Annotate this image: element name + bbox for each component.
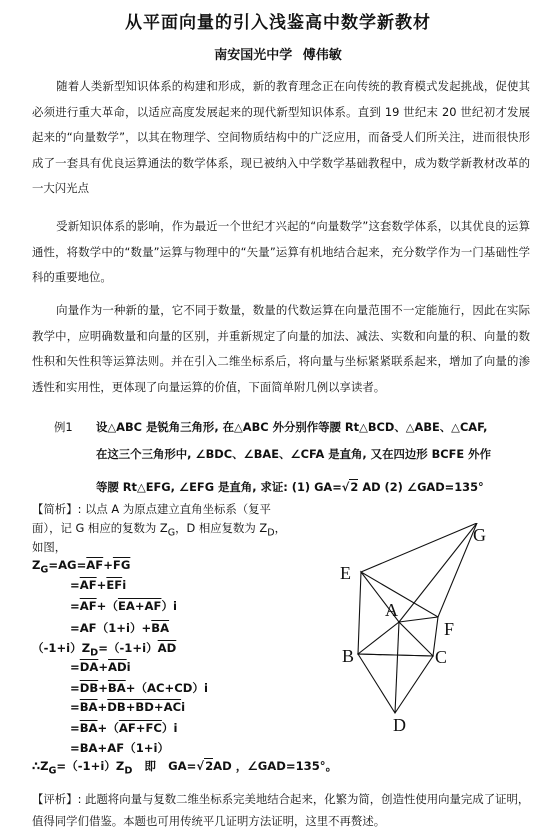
label-d: D [393, 715, 406, 735]
derivation-term: EA+AF [117, 599, 162, 613]
derivation-line [70, 598, 177, 614]
derivation-term: =（-1+i） [98, 641, 158, 655]
derivation-term: +（AC+CD）i [125, 681, 208, 695]
derivation-term: $\overline{AD}$ [157, 641, 177, 655]
derivation-term: = [70, 700, 80, 714]
derivation-term: = [70, 599, 80, 613]
derivation-term: i [126, 660, 131, 674]
derivation-line [32, 558, 130, 575]
derivation-term: AF+FC [118, 721, 162, 735]
paragraph-2: 受新知识体系的影响，作为最近一个世纪才兴起的“向量数学”这套数学体系，以其优良的运算通性，将数学中的“数量”运算与物理中的“矢量”运算有机地结合起来，充分数学作为一门基础性学科的重要地位。 [32, 219, 530, 285]
triangle-caf [399, 617, 438, 656]
derivation-term: Z [32, 558, 41, 572]
derivation-term: =AF（1+i）+ [70, 621, 152, 635]
analysis-line-2: 面），记 G 相应的复数为 $Z_G$，D 相应复数为 $Z_D$， [32, 521, 286, 539]
derivation-term: =BA+AF（1+i） [70, 741, 170, 755]
document-title: 从平面向量的引入浅鉴高中数学新教材 [125, 13, 431, 33]
derivation-term: $\overline{EF}$ [106, 578, 123, 592]
label-g: G [473, 525, 486, 545]
derivation-line [70, 740, 169, 756]
segment-bc [358, 654, 433, 656]
derivation-term: i [181, 700, 186, 714]
derivation-term: $\overline{DB}$ [79, 681, 99, 695]
label-c: C [435, 647, 448, 667]
author-line: 南安国光中学 傅伟敏 [214, 48, 342, 63]
example-line-3: 等腰 Rt△EFG, ∠EFG 是直角, 求证: (1) GA=√2 AD (2) ∠GAD=135° [96, 480, 484, 494]
derivation-term: =AG= [48, 558, 87, 572]
label-f: F [444, 619, 455, 639]
derivation-term: $\overline{AD}$ [108, 660, 127, 674]
label-a: A [385, 600, 398, 620]
derivation-term: ）i [161, 721, 178, 735]
derivation-line [70, 720, 177, 736]
derivation-term: $\overline{AF}$ [79, 578, 97, 592]
derivation-term: +（ [96, 599, 118, 613]
derivation-term: + [98, 660, 109, 674]
derivation-term: $\overline{AF}$ [79, 599, 97, 613]
derivation-term: $\overline{BA}$ [79, 721, 98, 735]
paragraph-3: 向量作为一种新的量，它不同于数量，数量的代数运算在向量范围不一定能施行，因此在实际教学中，应明确数量和向量的区别，并重新规定了向量的加法、减法、实数和向量的积、向量的数性积和矢性积等运算法则。并在引入二维坐标系后，将向量与坐标紧紧联系起来，增加了向量的渗透性和实用性，更体现了向量运算的价值，下面简单附几例以享读者。 [32, 303, 530, 394]
derivation-term: + [96, 578, 107, 592]
derivation-line [70, 620, 169, 636]
segment-ag [399, 523, 477, 622]
example-line-2: 在这三个三角形中, ∠BDC、∠BAE、∠CFA 是直角, 又在四边形 BCFE 外作 [96, 447, 491, 461]
derivation-term: $\overline{BA}$ [151, 621, 170, 635]
derivation-term: = [70, 681, 80, 695]
triangle-egf [361, 523, 477, 617]
derivation-term: +（ [97, 721, 119, 735]
label-e: E [340, 563, 351, 583]
derivation-term: $\overline{BA}$ [107, 681, 126, 695]
remark-paragraph: 【评析】: 此题将向量与复数二维坐标系完美地结合起来，化繁为简，创造性使用向量完成了证明，值得同学们借鉴。本题也可用传统平几证明方法证明，这里不再赘述。 [32, 792, 530, 828]
derivation-line [32, 640, 176, 658]
derivation-term: $\overline{BA}$ [79, 700, 98, 714]
paragraph-1: 随着人类新型知识体系的构建和形成，新的教育理念正在向传统的教育模式发起挑战，促使其必须进行重大革命，以适应高度发展起来的现代新型知识体系。直到 19 世纪末 20 世纪初才发展起来的“向量数学”，以其在物理学、空间物质结构中的广泛应用，而备受人们所关注，进而很快形成了一套具有优良运算通法的数学体系，现已被纳入中学数学基础教程中，成为数学新教材改革的一大闪光点 [32, 79, 530, 196]
derivation-term: DB+BD+AC [107, 700, 182, 714]
derivation-term: $\overline{DA}$ [79, 660, 99, 674]
derivation-term: D [90, 647, 99, 659]
derivation-term: ）i [161, 599, 178, 613]
analysis-line-1: 【简析】: 以点 A 为原点建立直角坐标系（复平 [32, 502, 271, 516]
example-line-1: 设△ABC 是锐角三角形, 在△ABC 外分别作等腰 Rt△BCD、△ABE、△CAF, [96, 420, 488, 434]
derivation-term: （-1+i）Z [32, 641, 91, 655]
derivation-term: i [122, 578, 127, 592]
derivation-term: + [103, 558, 113, 572]
example-label: 例1 [54, 420, 73, 434]
segment-ad [395, 622, 399, 713]
derivation-term: $\overline{AF}$ [86, 558, 104, 572]
derivation-term: $\overline{FG}$ [112, 558, 131, 572]
derivation-line [70, 578, 126, 592]
derivation-line [70, 680, 208, 696]
conclusion-line: $\therefore Z_G=(-1+i)Z_D$ 即 GA=√2AD ，∠GAD=135°。 [32, 759, 338, 777]
derivation-term: + [97, 700, 108, 714]
geometry-figure [335, 523, 535, 743]
derivation-term: + [98, 681, 108, 695]
analysis-line-3: 如图， [32, 540, 67, 554]
derivation-line [70, 700, 185, 714]
derivation-line [70, 660, 131, 674]
label-b: B [342, 646, 355, 666]
derivation-term: G [40, 564, 49, 576]
derivation-term: = [70, 578, 80, 592]
derivation-term: = [70, 721, 80, 735]
derivation-term: = [70, 660, 80, 674]
